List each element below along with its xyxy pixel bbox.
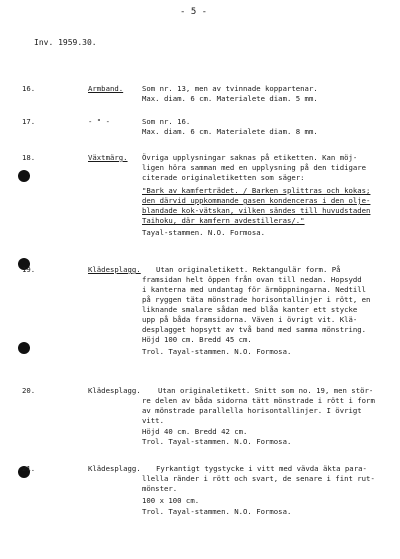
page-number: - 5 - [180, 7, 208, 17]
entry-text: 100 x 100 cm. [142, 496, 200, 505]
entry-number: 21. [22, 464, 36, 473]
entry-number: 19. [22, 265, 36, 274]
entry-text: av mönstrade parallella horisontallinjer. I övrigt [142, 406, 362, 415]
entry-text: citerade originaletiketten som säger: [142, 173, 305, 182]
entry-title: Klädesplagg. [88, 386, 141, 395]
entry-text: Utan originaletikett. Snitt som no. 19, men stör- [158, 386, 374, 395]
entry-title: Klädesplagg. [88, 464, 141, 473]
entry-title: Armband. [88, 84, 124, 93]
entry-text: Trol. Tayal-stammen. N.O. Formosa. [142, 347, 292, 356]
entry-text: framsidan helt öppen från ovan till nedan. Hopsydd [142, 275, 362, 284]
entry-text: Trol. Tayal-stammen. N.O. Formosa. [142, 437, 292, 446]
entry-text: Tayal-stammen. N.O. Formosa. [142, 228, 266, 237]
entry-text: liknande smalare sådan med blåa kanter ett stycke [142, 305, 358, 314]
entry-number: 20. [22, 386, 36, 395]
entry-text: Höjd 40 cm. Bredd 42 cm. [142, 427, 248, 436]
entry-text: mönster. [142, 484, 178, 493]
inventory-number: Inv. 1959.30. [34, 38, 97, 47]
entry-text: Som nr. 13, men av tvinnade koppartenar. [142, 84, 318, 93]
entry-text: i kanterna med undantag för ärmöppningarna. Nedtill [142, 285, 367, 294]
entry-title: Växtmärg. [88, 153, 128, 162]
entry-text: på ryggen täta mönstrade horisontallinjer i rött, en [142, 295, 371, 304]
entry-text: re delen av båda sidorna tätt mönstrade i rött i form [142, 396, 375, 405]
entry-title: Klädesplagg. [88, 265, 141, 274]
entry-text: Som nr. 16. [142, 117, 191, 126]
entry-text: vitt. [142, 416, 164, 425]
entry-title: - " - [88, 117, 110, 126]
entry-text: Fyrkantigt tygstycke i vitt med vävda äkta para- [156, 464, 367, 473]
entry-text: desplagget hopsytt av två band med samma mönstring. [142, 325, 367, 334]
entry-text: Höjd 100 cm. Bredd 45 cm. [142, 335, 252, 344]
entry-text: den därvid uppkommande gasen kondenceras i den olje- [142, 196, 371, 205]
entry-text: Taihoku, där kamfern avdestilleras/." [142, 216, 305, 225]
entry-text: llella ränder i rött och svart, de senare i fint rut- [142, 474, 375, 483]
entry-text: Max. diam. 6 cm. Materialete diam. 8 mm. [142, 127, 318, 136]
entry-text: Trol. Tayal-stammen. N.O. Formosa. [142, 507, 292, 516]
punch-hole [18, 342, 30, 354]
entry-text: blandade kok-vätskan, vilken sändes till huvudstaden [142, 206, 371, 215]
entry-number: 17. [22, 117, 36, 126]
entry-text: upp på båda framsidorna. Väven i övrigt vit. Klä- [142, 315, 358, 324]
entry-text: Utan originaletikett. Rektangulär form. På [156, 265, 341, 274]
punch-hole [18, 170, 30, 182]
entry-text: Max. diam. 6 cm. Materialete diam. 5 mm. [142, 94, 318, 103]
entry-number: 16. [22, 84, 36, 93]
entry-text: Övriga upplysningar saknas på etiketten. Kan möj- [142, 153, 358, 162]
entry-text: ligen höra samman med en upplysning på den tidigare [142, 163, 367, 172]
entry-text: "Bark av kamferträdet. / Barken splittras och kokas; [142, 186, 371, 195]
entry-number: 18. [22, 153, 36, 162]
